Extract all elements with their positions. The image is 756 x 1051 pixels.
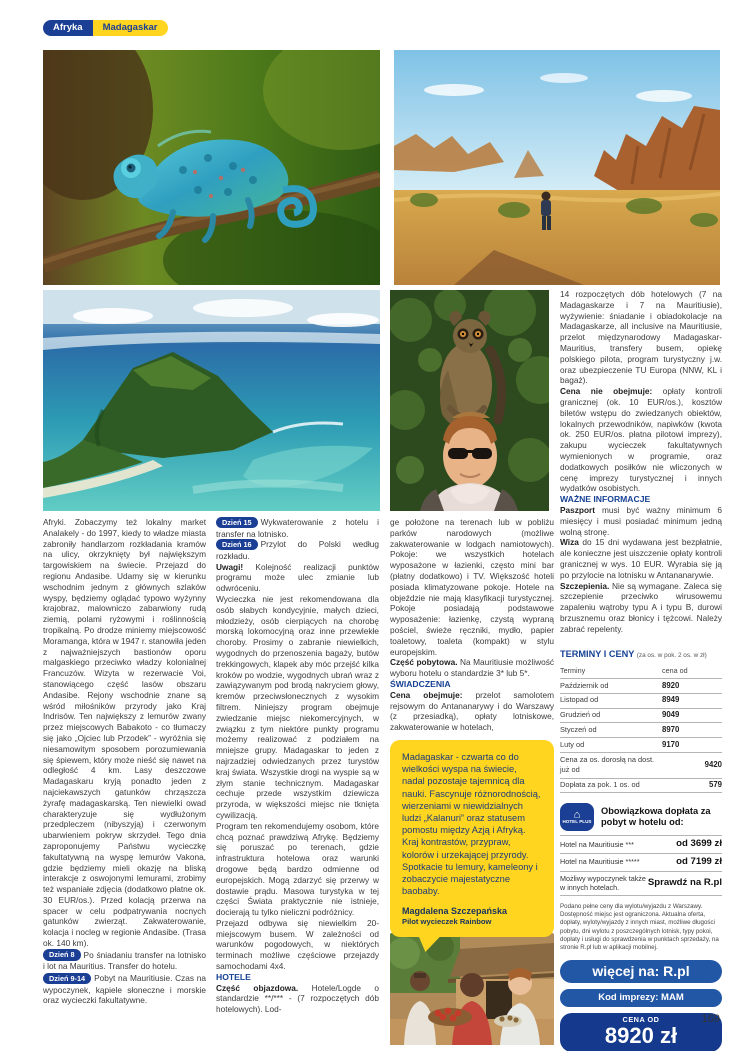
day-15-text: Wykwaterowanie z hotelu i transfer na lotnisko.: [216, 517, 379, 539]
quote-author-role: Pilot wycieczek Rainbow: [402, 917, 492, 927]
day-15-badge: Dzień 15: [216, 517, 258, 529]
czesc-objazdowa-label: Część objazdowa.: [216, 982, 299, 993]
photo-landscape: [394, 50, 720, 285]
czesc-objazdowa-text: Hotele/Logde o standardzie **/*** - (7 rozpoczętych dób hotelowych). Lod-: [216, 982, 379, 1015]
tag-region[interactable]: Afryka: [43, 20, 93, 36]
hotel-row-other: Możliwy wypoczynek także w innych hotelach. Sprawdź na R.pl: [560, 871, 722, 896]
cena-obejmuje-label: Cena obejmuje:: [390, 689, 463, 700]
price-caption: CENA OD: [622, 1015, 660, 1025]
text-column-2: [216, 517, 379, 1015]
day-16-badge: Dzień 16: [216, 539, 258, 551]
lodges-paragraph: ge położone na terenach lub w pobliżu parków narodowych (możliwe zakwaterowanie w lodgach namiotowych). Pokoje: we wszystkich hotelach wyposażone w łazienki, często mini bar (płatny dodatkowo) i TV. Większość hoteli posiada klimatyzowane pokoje. Hotele na objeździe nie mają klasyfikacji turystycznej. Pokoje posiadają podstawowe wyposażenie: łazienkę, czystą wypraną pościel, świeże ręczniki, mydło, papier toaletowy, toaleta (kompakt) w stylu europejskim.: [390, 517, 554, 657]
szczepienia-label: Szczepienia.: [560, 580, 610, 591]
swiadczenia-heading: ŚWIADCZENIA: [390, 678, 451, 689]
transport-paragraph: Przejazd odbywa się niewielkim 20-miejscowym busem. W zależności od warunków pogodowych, w niektórych terminach możliwe częściowe przejazdy samochodami 4x4.: [216, 917, 379, 972]
wiza-paragraph: [560, 537, 722, 580]
cena-obejmuje-paragraph: [390, 690, 554, 733]
terms-and-prices: [560, 649, 722, 794]
day-15-entry: [216, 517, 379, 539]
czesc-pobytowa-text: Na Mauritiusie możliwość wyboru hotelu o standardzie 3* lub 5*.: [390, 657, 554, 679]
tag-country[interactable]: Madagaskar: [93, 20, 168, 36]
szczepienia-text: Nie są wymagane. Zaleca się szczepienie przeciwko wirusowemu zapaleniu wątroby typu A i typu B, durowi brzusznemu oraz błonicy i tężcowi. Należy zabrać repelenty.: [560, 580, 722, 634]
quote-text: Madagaskar - czwarta co do wielkości wyspa na świecie, nadal pozostaje tajemnicą dla nauki. Fascynuje różnorodnością, wierzeniami w niewidzialnych ludzi „Kalanuri” oraz statusem pomostu między Azją i Afryką. Kraj kontrastów, przypraw, kolorów i urzekającej przyrody. Spotkacie tu lemury, kameleony i zobaczycie majestatyczne baobaby.: [402, 751, 541, 897]
photo-lemur-tourist: [390, 290, 549, 511]
more-on-rpl-button[interactable]: więcej na: R.pl: [560, 960, 722, 983]
hotel-plus-icon: ⌂ HOTEL PLUS: [560, 803, 594, 831]
czesc-pobytowa-label: Część pobytowa.: [390, 657, 458, 668]
program-paragraph: Afryki. Zobaczymy też lokalny market Analakely - do 1997, kiedy to władze miasta zabroniły handlarzom rozkładania kramów na ulicy, okrzyknięty był największym targowiskiem na świecie. Przejazd do regionu Andasibe. Udamy się w kierunku wschodnim jednym z głównych szlaków wyspy, będziemy oglądać typowo wyżynny krajobraz, malowniczo zabarwiony rudą ziemią, polami ryżowymi i roślinnością tropikalną. Po drodze miniemy miejscowość Moramanga, która w 1947 r. stanowiła jeden z najważniejszych bastionów oporu malgaskiego przeciwko władzy kolonialnej Francuzów. Wizyta w rezerwacie Voi, stanowiącego część lasów obszaru Andasibe. Rejony wschodnie znane są wśród miłośników przyrody jako Kraj Indrisów. Ten największy z lemurów zwany przez miejscowych Babakoto - co tłumaczy się jako „Ojciec lub Przodek” - wyróżnia się niesamowitym sposobem porozumiewania się śpiewem, który może nieść się nawet na odległość 4 km. Lasy deszczowe Madagaskaru kryją ponadto jeden z najciekawszych gatunków chrząszcza żyrafę madagaskarską. Ten niewielki owad charakteryzuje się wydłużonym przedpleczem (nibyszyją) i czerwonym ubarwieniem pokryw skrzydeł. Tego dnia zaproponujemy Państwu wycieczkę fakultatywną na wyspę lemurów Vakona, gdzie będziemy mieli okazję na bliską interakcje z oswojonymi lemurami, zrobimy też wspaniałe zdjęcia (dodatkowo płatne ok. 30 EUR/os.). Przed kolacją przerwa na spacer w celu podpatrywania nocnych gatunków zwierząt. Zakwaterowanie, kolacja i nocleg w regionie Andasibe. (Trasa ok. 140 km).: [43, 517, 206, 949]
terms-row-november: Listopad od 8949: [560, 693, 722, 708]
cena-nie-obejmuje-label: Cena nie obejmuje:: [560, 386, 653, 397]
uwagi-paragraph: [216, 562, 379, 594]
day-9-14-entry: [43, 973, 206, 1006]
price-amount: 8920 zł: [604, 1023, 678, 1049]
uwagi-label: Uwagi!: [216, 561, 244, 572]
cena-obejmuje-text: przelot samolotem rejsowym do Antananarywy i do Warszawy (z przesiadką), opłaty lotniskowe, zakwaterowanie w hotelach,: [390, 689, 554, 733]
day-9-14-badge: Dzień 9-14: [43, 973, 91, 985]
photo-aerial-island: [43, 290, 380, 511]
hotele-heading: HOTELE: [216, 971, 251, 982]
photo-chameleon: [43, 50, 380, 285]
terms-header-row: Terminy cena od: [560, 664, 722, 678]
cena-obejmuje-continued: 14 rozpoczętych dób hotelowych (7 na Madagaskarze i 7 na Mauritiusie), wyżywienie: śniadanie i obiadokolacje na Madagaskarze, all inclusive na Mauritiusie, przelot międzynarodowy Madagaskar-Mauritius, transfery busem, opiekę polskiego pilota, program turystyczny j.w. oraz ubezpieczenie TU Europa (NNW, KL i bagaż).: [560, 289, 722, 386]
program-note-paragraph: Program ten rekomendujemy osobom, które chcą poznać prawdziwą Afrykę. Będziemy się poruszać po terenach, gdzie infrastruktura hotelowa oraz warunki drogowe będą bardzo odmienne od europejskich. Mogą zdarzyć się przerwy w dostawie prądu. Masowa turystyka w tej części Świata praktycznie nie istnieje, docierają tu tylko nieliczni podróżnicy.: [216, 820, 379, 918]
terms-row-january: Styczeń od 8970: [560, 723, 722, 738]
quote-author: Magdalena Szczepańska: [402, 906, 508, 917]
paszport-paragraph: [560, 505, 722, 537]
hotel-surcharge-title: Obowiązkowa dopłata za pobyt w hotelu od:: [601, 805, 711, 828]
price-badge: [560, 1013, 722, 1051]
fine-print: Podano pełne ceny dla wylotu/wyjazdu z Warszawy. Dostępność miejsc jest ograniczona. Aktualna oferta, dopłaty, wyloty/wyjazdy z innych miast, możliwe długości pobytu, dni wylotu z poszczególnych lotnisk, typy pokoi, dopłaty i usługi do sprawdzenia w punktach sprzedaży, na stronie R.pl lub w aplikacji mobilnej.: [560, 903, 719, 951]
day-16-text: Przylot do Polski według rozkładu.: [216, 539, 379, 561]
wazne-informacje-heading: WAŻNE INFORMACJE: [560, 494, 651, 505]
day-9-14-text: Pobyt na Mauritiusie. Czas na wypoczynek, kąpiele słoneczne i morskie oraz wycieczki fakultatywne.: [43, 973, 206, 1006]
text-column-3: [390, 517, 554, 1048]
hotele-objazd-paragraph: [216, 983, 379, 1015]
day-8-badge: Dzień 8: [43, 949, 81, 961]
hotel-row-3star: Hotel na Mauritiusie *** od 3699 zł: [560, 835, 722, 853]
text-column-1: [43, 517, 206, 1006]
pilot-quote-box: [390, 740, 554, 937]
terms-row-adult-extra-bed: Cena za os. dorosłą na dost. już od 9420: [560, 753, 722, 779]
terms-row-december: Grudzień od 9049: [560, 708, 722, 723]
terms-row-february: Luty od 9170: [560, 738, 722, 753]
wiza-label: Wiza: [560, 537, 579, 548]
wiza-text: do 15 dni wydawana jest bezpłatnie, ale konieczne jest uiszczenie opłaty kontroli granicznej w wys. 10 EUR. Wyrabia się ją po przylocie na lotnisku w Antananarywie.: [560, 537, 722, 580]
terms-row-october: Październik od 8920: [560, 679, 722, 694]
terms-table: [560, 664, 722, 793]
day-8-text: Po śniadaniu transfer na lotnisko i lot na Mauritius. Transfer do hotelu.: [43, 949, 206, 972]
day-8-entry: [43, 950, 206, 972]
terms-row-single-room: Dopłata za pok. 1 os. od 579: [560, 778, 722, 793]
uwagi-text: Kolejność realizacji punktów programu może ulec zmianie lub odwróceniu.: [216, 561, 379, 594]
page-number: 169: [701, 1013, 720, 1025]
hotel-surcharge-header: [560, 803, 722, 831]
cena-nie-obejmuje-text: opłaty kontroli granicznej (ok. 10 EUR/os.), kosztów biletów wstępu do zwiedzanych obiektów, lokalnych przewodników, napiwków (kwota ok. 250 EUR/os. płatna pilotowi imprezy), zakupu wycieczek fakultatywnych wymienionych w programie, oraz dodatkowych posiłków nie wliczonych w cenę imprezy turystycznej i innych wydatków osobistych.: [560, 386, 722, 494]
hotel-row-5star: Hotel na Mauritiusie ***** od 7199 zł: [560, 853, 722, 871]
breadcrumb: [43, 20, 168, 36]
cena-nie-obejmuje-paragraph: [560, 386, 722, 494]
recommendation-paragraph: Wycieczka nie jest rekomendowana dla osób słabych kondycyjnie, małych dzieci, młodzieży, osób cierpiących na chorobę morską lokomocyjną oraz inne przewlekłe choroby. Prosimy o zabranie niewielkich, wygodnych do przenoszenia bagaży, butów trekkingowych, klapek aby móc przejść kilka kroków po wodzie, wygodnych ubrań wraz z zawiązywanym pod brodą nakryciem głowy, kremów przeciwsłonecznych z wysokim filtrem. Niniejszy program obejmuje zwiedzanie miejsc niekomercyjnych, w związku z tym niektóre punkty programu możemy realizować z podziałem na mniejsze grupy. Madagaskar to jeden z najrzadziej odwiedzanych przez turystów kraj świata. Wszystkie drogi na wyspie są w złym stanie technicznym. Madagaskar cechuje przede wszystkim dziewicza przyroda, w większości miejsc nie tknięta cywilizacją.: [216, 593, 379, 820]
day-16-entry: [216, 539, 379, 561]
szczepienia-paragraph: [560, 581, 722, 635]
hiker-figure: [541, 192, 551, 231]
pobytowa-paragraph: [390, 657, 554, 679]
terms-title: TERMINY I CENY (za os. w pok. 2 os. w zł): [560, 648, 707, 659]
hotel-surcharge-box: [560, 803, 722, 896]
paszport-label: Paszport: [560, 504, 596, 515]
check-on-rpl-link[interactable]: Sprawdź na R.pl: [647, 877, 722, 889]
text-column-4: [560, 289, 722, 1051]
trip-code-badge[interactable]: Kod imprezy: MAM: [560, 989, 722, 1008]
paszport-text: musi być ważny minimum 6 miesięcy i musi posiadać minimum jedną wolną stronę.: [560, 504, 722, 537]
terms-subtitle: (za os. w pok. 2 os. w zł): [636, 651, 707, 659]
